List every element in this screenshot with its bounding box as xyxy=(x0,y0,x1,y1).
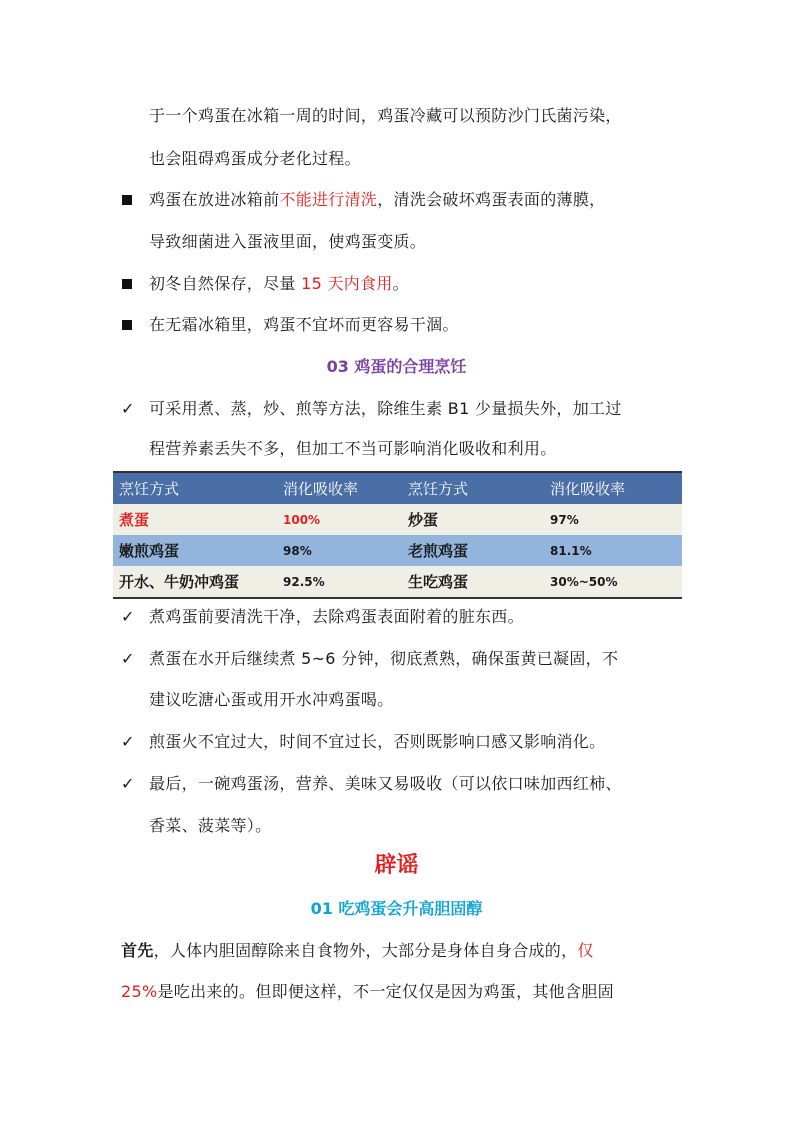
check-item-4-line-1: 最后，一碗鸡蛋汤，营养、美味又易吸收（可以依口味加西红柿、 xyxy=(149,774,622,793)
check-item-3: 煎蛋火不宜过大，时间不宜过长，否则既影响口感又影响消化。 xyxy=(149,732,606,751)
table-cell: 开水、牛奶冲鸡蛋 xyxy=(113,566,277,598)
table-header-cell: 烹饪方式 xyxy=(113,472,277,504)
rumor-paragraph-line-1 xyxy=(121,940,594,962)
black-square-icon xyxy=(122,320,132,330)
table-header-cell: 消化吸收率 xyxy=(544,472,682,504)
bullet-item-1-line-2: 导致细菌进入蛋液里面，使鸡蛋变质。 xyxy=(149,232,427,251)
check-item-1: 煮鸡蛋前要清洗干净，去除鸡蛋表面附着的脏东西。 xyxy=(149,607,524,626)
table-cell: 97% xyxy=(544,504,682,535)
cooking-absorption-table xyxy=(113,471,682,599)
table-row xyxy=(113,504,682,535)
sub-heading-cholesterol: 01 吃鸡蛋会升高胆固醇 xyxy=(310,899,483,918)
table-cell: 嫩煎鸡蛋 xyxy=(113,535,277,566)
black-square-icon xyxy=(122,195,132,205)
check-mark-icon: ✓ xyxy=(121,607,135,626)
check-item-2-line-2: 建议吃溏心蛋或用开水冲鸡蛋喝。 xyxy=(149,690,394,709)
table-cell: 炒蛋 xyxy=(402,504,544,535)
rumor-paragraph-red: 仅 xyxy=(577,941,594,960)
bullet-1-text-pre: 鸡蛋在放进冰箱前 xyxy=(149,190,280,209)
black-square-icon xyxy=(122,279,132,289)
cooking-intro-line-2: 程营养素丢失不多，但加工不当可影响消化吸收和利用。 xyxy=(149,439,557,458)
bullet-2-text-red: 15 天内食用 xyxy=(301,274,393,293)
table-cell: 100% xyxy=(277,504,402,535)
bullet-item-3: 在无霜冰箱里，鸡蛋不宜坏而更容易干涸。 xyxy=(149,315,459,334)
bullet-1-text-post: ，清洗会破坏鸡蛋表面的薄膜， xyxy=(377,190,606,209)
table-cell: 92.5% xyxy=(277,566,402,598)
table-cell: 煮蛋 xyxy=(113,504,277,535)
table-cell: 老煎鸡蛋 xyxy=(402,535,544,566)
table-header-cell: 消化吸收率 xyxy=(277,472,402,504)
table-row xyxy=(113,535,682,566)
paragraph-continuation-line-1: 于一个鸡蛋在冰箱一周的时间，鸡蛋冷藏可以预防沙门氏菌污染， xyxy=(149,106,622,125)
section-heading-cooking: 03 鸡蛋的合理烹饪 xyxy=(326,357,467,376)
check-item-4-line-2: 香菜、菠菜等）。 xyxy=(149,816,272,835)
check-mark-icon: ✓ xyxy=(121,649,135,668)
bullet-2-text-pre: 初冬自然保存，尽量 xyxy=(149,274,302,293)
bullet-2-text-post: 。 xyxy=(392,274,409,293)
check-item-2-line-1: 煮蛋在水开后继续煮 5~6 分钟，彻底煮熟，确保蛋黄已凝固，不 xyxy=(149,649,619,668)
bullet-1-text-red: 不能进行清洗 xyxy=(279,190,378,209)
table-header-cell: 烹饪方式 xyxy=(402,472,544,504)
table-header-row xyxy=(113,472,682,504)
bullet-item-1-line-1 xyxy=(149,189,605,211)
check-mark-icon: ✓ xyxy=(121,774,135,793)
paragraph-continuation-line-2: 也会阻碍鸡蛋成分老化过程。 xyxy=(149,149,361,168)
cooking-intro-line-1: 可采用煮、蒸，炒、煎等方法，除维生素 B1 少量损失外，加工过 xyxy=(149,399,622,418)
rumor-paragraph-text: ，人体内胆固醇除来自食物外，大部分是身体自身合成的， xyxy=(153,941,578,960)
table-cell: 30%~50% xyxy=(544,566,682,598)
rumor-paragraph-line-2 xyxy=(121,981,614,1003)
table-cell: 98% xyxy=(277,535,402,566)
rumor-paragraph-text-2: 是吃出来的。但即便这样，不一定仅仅是因为鸡蛋，其他含胆固 xyxy=(157,982,614,1001)
check-mark-icon: ✓ xyxy=(121,732,135,751)
rumor-paragraph-bold: 首先 xyxy=(121,941,154,960)
section-title-rumor: 辟谣 xyxy=(374,853,419,878)
table-cell: 81.1% xyxy=(544,535,682,566)
check-mark-icon: ✓ xyxy=(121,399,135,418)
table-cell: 生吃鸡蛋 xyxy=(402,566,544,598)
table-row xyxy=(113,566,682,598)
bullet-item-2 xyxy=(149,273,409,295)
rumor-paragraph-red-percent: 25% xyxy=(121,982,158,1001)
